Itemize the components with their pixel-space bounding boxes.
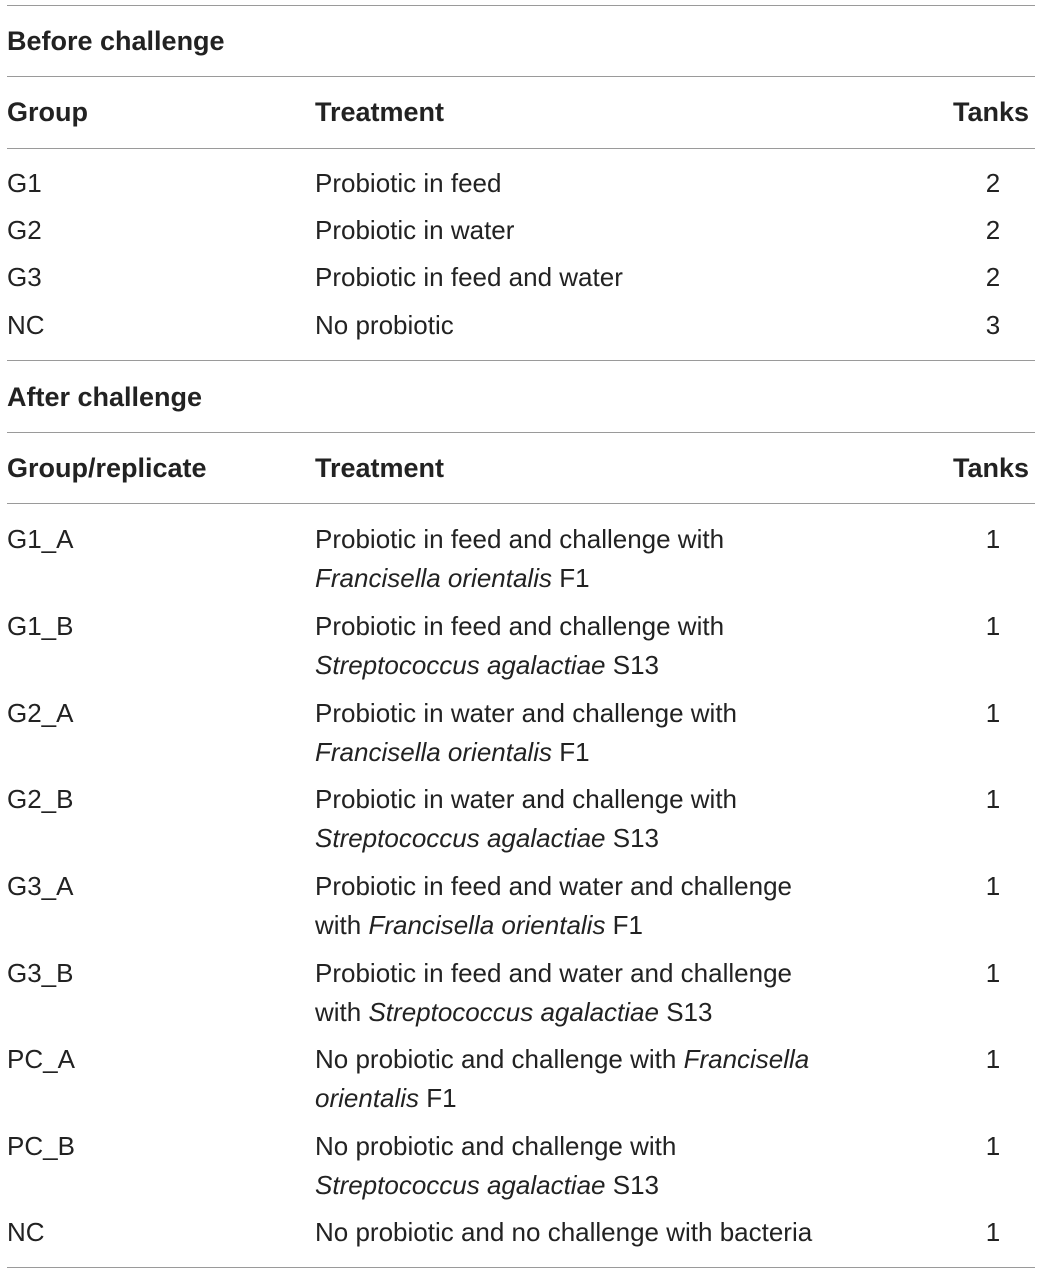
tanks-cell: 3: [985, 310, 1001, 340]
treatment-cell: Probiotic in feed: [315, 168, 502, 198]
group-cell: G1_A: [7, 524, 74, 554]
bacterium-name: Streptococcus agalactiae: [315, 1170, 606, 1200]
bacterium-name: Streptococcus agalactiae: [368, 997, 659, 1027]
group-cell: G3_A: [7, 871, 74, 901]
strain-id: S13: [605, 650, 660, 680]
group-cell: G2_A: [7, 698, 74, 728]
tanks-cell: 1: [985, 1044, 1001, 1074]
bacterium-name: Francisella orientalis: [315, 737, 552, 767]
tanks-cell: 1: [985, 524, 1001, 554]
group-cell: NC: [7, 1217, 45, 1247]
treatment-cell: [315, 1040, 915, 1118]
treatment-line-2: [315, 733, 915, 772]
treatment-cell: No probiotic and no challenge with bacteria: [315, 1217, 813, 1247]
treatment-text: with: [315, 910, 369, 940]
group-cell: G1: [7, 168, 42, 198]
bacterium-name: Streptococcus agalactiae: [315, 823, 606, 853]
group-cell: PC_A: [7, 1044, 75, 1074]
before-header-rule: [7, 148, 1035, 149]
treatment-text: No probiotic and challenge with: [315, 1044, 684, 1074]
tanks-cell: 1: [985, 871, 1001, 901]
tanks-cell: 2: [985, 262, 1001, 292]
after-header-rule: [7, 503, 1035, 504]
treatment-cell: Probiotic in feed and water: [315, 262, 623, 292]
group-cell: G3_B: [7, 958, 74, 988]
tanks-cell: 2: [985, 168, 1001, 198]
tanks-cell: 1: [985, 698, 1001, 728]
treatment-line-1: Probiotic in water and challenge with: [315, 698, 738, 728]
treatment-line-1: [315, 1040, 915, 1079]
group-cell: G2_B: [7, 784, 74, 814]
after-header-group: Group/replicate: [7, 453, 207, 483]
before-challenge-title: Before challenge: [7, 26, 225, 56]
treatment-cell: No probiotic: [315, 310, 454, 340]
bacterium-name: Francisella orientalis: [315, 563, 552, 593]
after-title-rule: [7, 432, 1035, 433]
treatment-text: with: [315, 997, 369, 1027]
before-header-treatment: Treatment: [315, 97, 445, 127]
treatment-line-1: No probiotic and challenge with: [315, 1131, 677, 1161]
bacterium-name: Streptococcus agalactiae: [315, 650, 606, 680]
group-cell: G1_B: [7, 611, 74, 641]
after-challenge-title: After challenge: [7, 382, 203, 412]
treatment-cell: [315, 954, 915, 1032]
treatment-line-2: [315, 819, 915, 858]
tanks-cell: 1: [985, 1217, 1001, 1247]
treatment-line-2: [315, 559, 915, 598]
before-title-rule: [7, 76, 1035, 77]
strain-id: F1: [551, 563, 590, 593]
treatment-cell: [315, 694, 915, 772]
treatment-line-1: Probiotic in feed and water and challenge: [315, 958, 792, 988]
tanks-cell: 2: [985, 215, 1001, 245]
top-rule: [7, 5, 1035, 6]
strain-id: S13: [605, 1170, 660, 1200]
tanks-cell: 1: [985, 611, 1001, 641]
strain-id: F1: [419, 1083, 457, 1113]
tanks-cell: 1: [985, 958, 1001, 988]
group-cell: G2: [7, 215, 42, 245]
treatment-cell: Probiotic in water: [315, 215, 515, 245]
strain-id: S13: [605, 823, 660, 853]
treatment-line-2: [315, 993, 915, 1032]
strain-id: F1: [605, 910, 644, 940]
treatment-line-1: Probiotic in feed and challenge with: [315, 611, 725, 641]
bottom-rule: [7, 1267, 1035, 1268]
bacterium-name: orientalis: [315, 1083, 420, 1113]
bacterium-name: Francisella: [683, 1044, 810, 1074]
treatment-line-1: Probiotic in feed and water and challenge: [315, 871, 792, 901]
treatment-line-2: [315, 646, 915, 685]
treatment-line-2: [315, 1166, 915, 1205]
tanks-cell: 1: [985, 784, 1001, 814]
treatment-line-2: [315, 1079, 915, 1118]
strain-id: F1: [551, 737, 590, 767]
treatment-line-2: [315, 906, 915, 945]
before-header-group: Group: [7, 97, 88, 127]
group-cell: G3: [7, 262, 42, 292]
group-cell: NC: [7, 310, 45, 340]
tanks-cell: 1: [985, 1131, 1001, 1161]
treatment-cell: [315, 867, 915, 945]
strain-id: S13: [658, 997, 713, 1027]
bacterium-name: Francisella orientalis: [368, 910, 606, 940]
after-header-treatment: Treatment: [315, 453, 445, 483]
treatment-line-1: Probiotic in feed and challenge with: [315, 524, 725, 554]
treatment-cell: [315, 607, 915, 685]
before-header-tanks: Tanks: [953, 97, 1030, 127]
treatment-cell: [315, 1127, 915, 1205]
before-end-rule: [7, 360, 1035, 361]
treatment-cell: [315, 520, 915, 598]
after-header-tanks: Tanks: [953, 453, 1030, 483]
group-cell: PC_B: [7, 1131, 75, 1161]
treatment-cell: [315, 780, 915, 858]
treatment-line-1: Probiotic in water and challenge with: [315, 784, 738, 814]
